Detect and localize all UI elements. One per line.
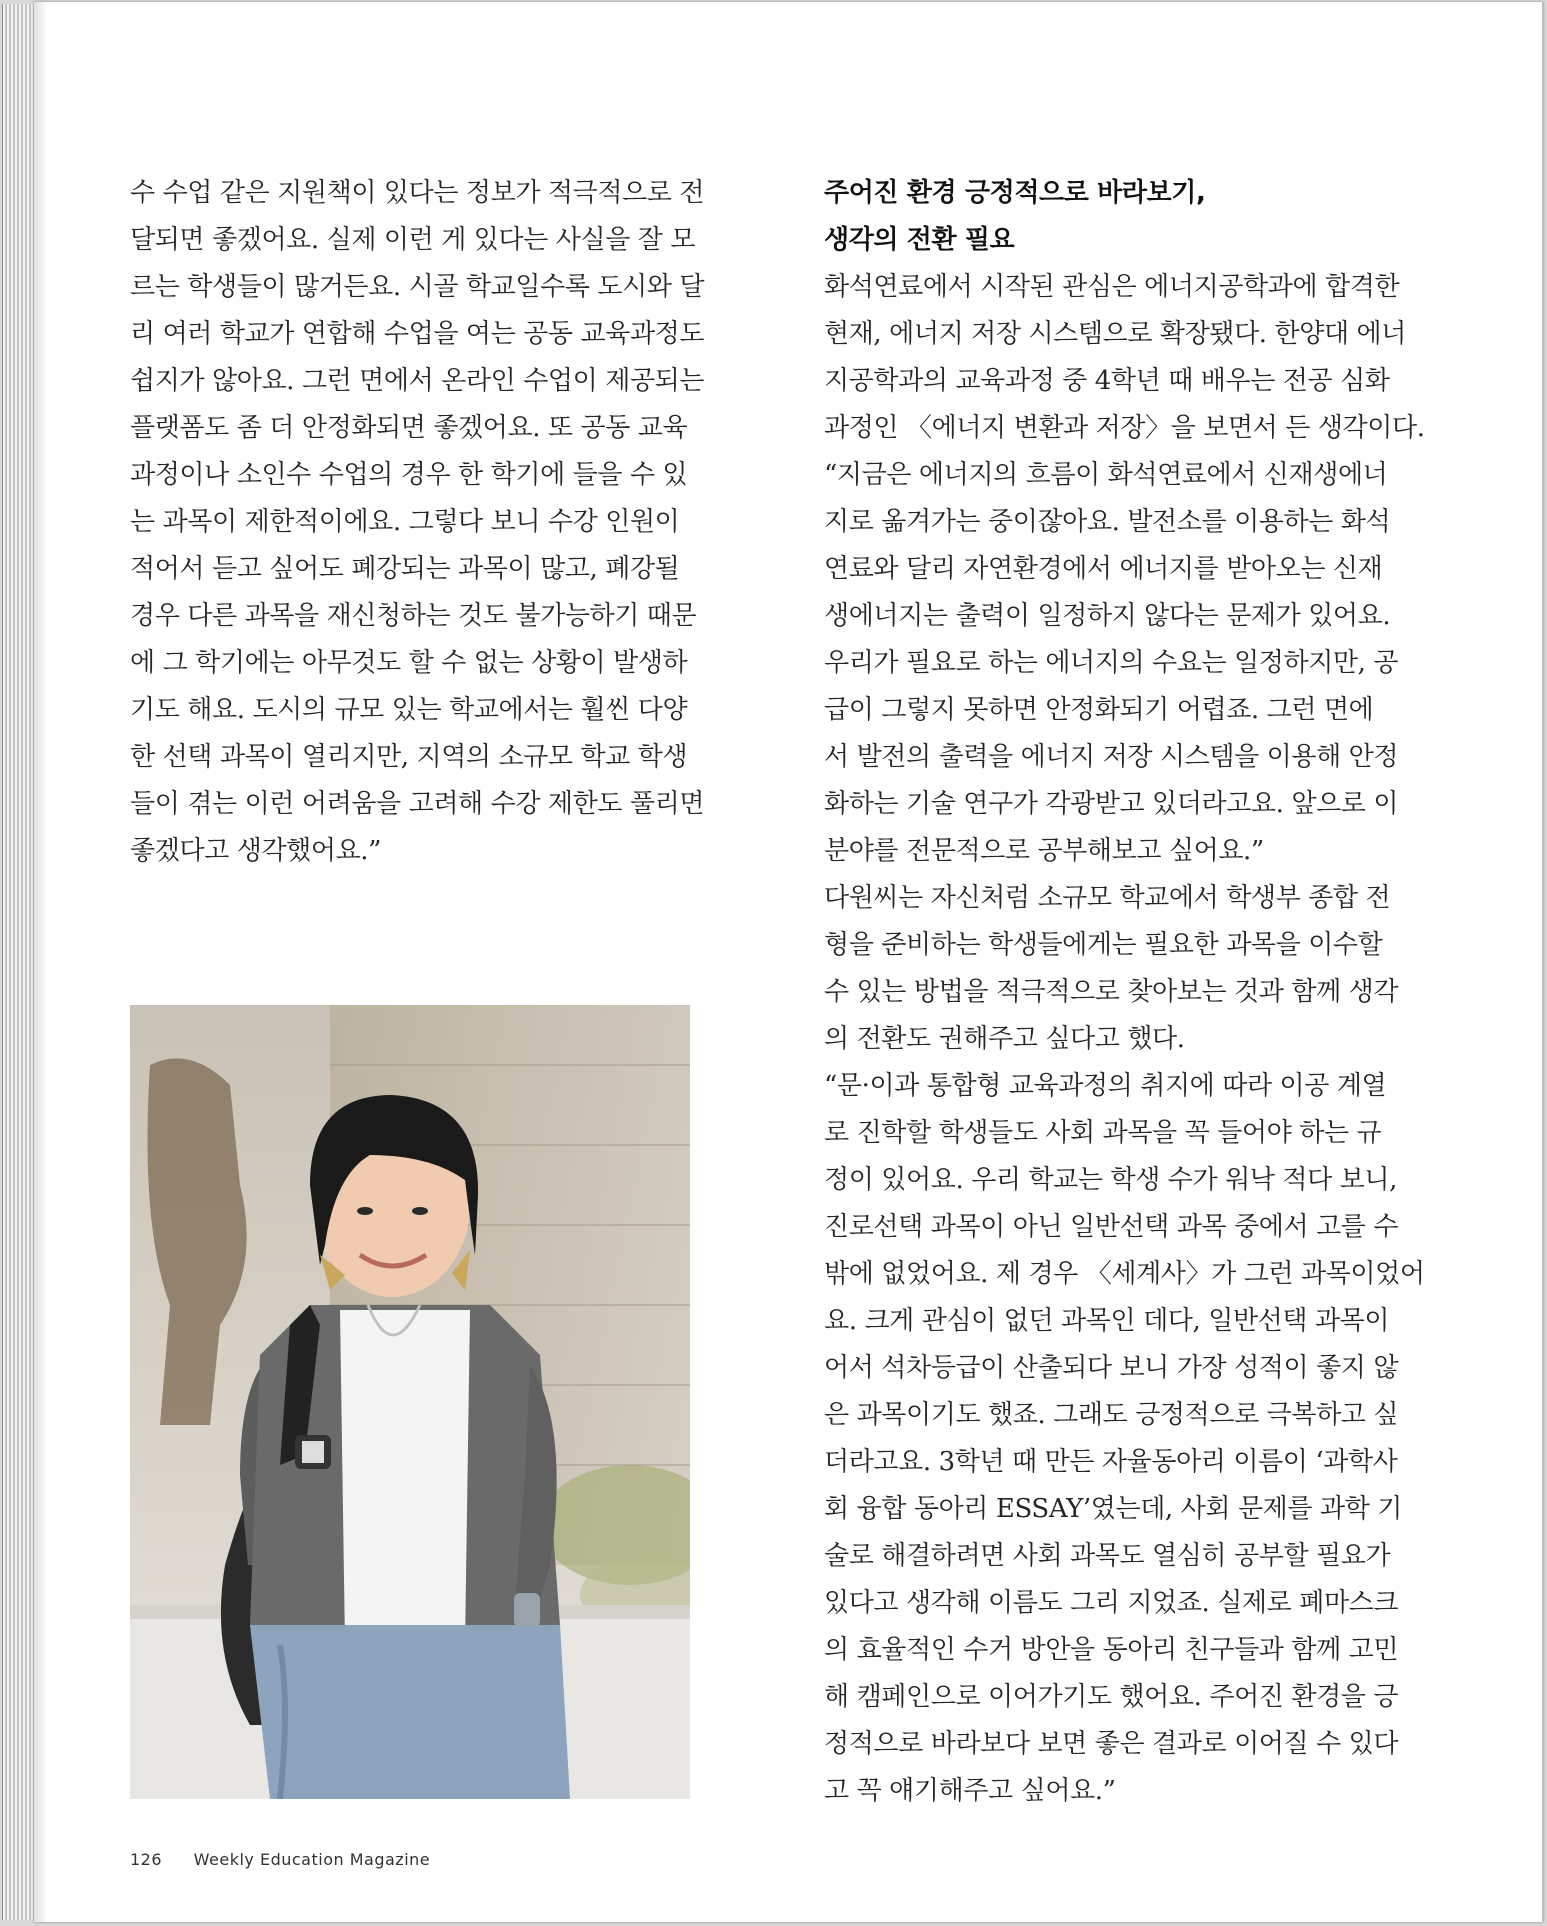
- text-line: 회 융합 동아리 ESSAY’였는데, 사회 문제를 과학 기: [824, 1494, 1402, 1524]
- text-line: 밖에 없었어요. 제 경우 〈세계사〉가 그런 과목이었어: [824, 1259, 1425, 1289]
- text-line: 다원씨는 자신처럼 소규모 학교에서 학생부 종합 전: [824, 883, 1391, 913]
- text-line: 의 효율적인 수거 방안을 동아리 친구들과 함께 고민: [824, 1635, 1399, 1665]
- left-column: [130, 170, 705, 875]
- right-column: [824, 170, 1425, 1815]
- text-line: 어서 석차등급이 산출되다 보니 가장 성적이 좋지 않: [824, 1353, 1399, 1383]
- body-paragraph: [824, 452, 1422, 875]
- text-line: 있다고 생각해 이름도 그리 지었죠. 실제로 폐마스크: [824, 1588, 1399, 1618]
- text-line: 는 과목이 제한적이에요. 그렇다 보니 수강 인원이: [130, 507, 680, 537]
- body-paragraph: [824, 1063, 1425, 1815]
- text-line: 과정이나 소인수 수업의 경우 한 학기에 들을 수 있: [130, 460, 688, 490]
- text-line: 생에너지는 출력이 일정하지 않다는 문제가 있어요.: [824, 601, 1391, 631]
- text-line: 좋겠다고 생각했어요.”: [130, 836, 382, 866]
- text-line: 화석연료에서 시작된 관심은 에너지공학과에 합격한: [824, 272, 1400, 302]
- text-line: 과정인 〈에너지 변환과 저장〉을 보면서 든 생각이다.: [824, 413, 1425, 443]
- text-line: 요. 크게 관심이 없던 과목인 데다, 일반선택 과목이: [824, 1306, 1390, 1336]
- text-line: 고 꼭 얘기해주고 싶어요.”: [824, 1776, 1116, 1806]
- section-heading: [824, 170, 1422, 264]
- text-line: 경우 다른 과목을 재신청하는 것도 불가능하기 때문: [130, 601, 697, 631]
- text-line: 은 과목이기도 했죠. 그래도 긍정적으로 극복하고 싶: [824, 1400, 1399, 1430]
- magazine-name: Weekly Education Magazine: [193, 1850, 431, 1869]
- text-line: 연료와 달리 자연환경에서 에너지를 받아오는 신재: [824, 554, 1383, 584]
- text-line: 리 여러 학교가 연합해 수업을 여는 공동 교육과정도: [130, 319, 705, 349]
- text-line: 형을 준비하는 학생들에게는 필요한 과목을 이수할: [824, 930, 1383, 960]
- text-line: 르는 학생들이 많거든요. 시골 학교일수록 도시와 달: [130, 272, 705, 302]
- body-paragraph: [824, 264, 1425, 452]
- text-line: 의 전환도 권해주고 싶다고 했다.: [824, 1024, 1185, 1054]
- text-line: 적어서 듣고 싶어도 폐강되는 과목이 많고, 폐강될: [130, 554, 680, 584]
- text-line: 우리가 필요로 하는 에너지의 수요는 일정하지만, 공: [824, 648, 1399, 678]
- text-line: 해 캠페인으로 이어가기도 했어요. 주어진 환경을 긍: [824, 1682, 1399, 1712]
- text-line: 쉽지가 않아요. 그런 면에서 온라인 수업이 제공되는: [130, 366, 705, 396]
- section-heading-line-2: 생각의 전환 필요: [824, 225, 1015, 255]
- text-line: 현재, 에너지 저장 시스템으로 확장됐다. 한양대 에너: [824, 319, 1406, 349]
- text-line: 지공학과의 교육과정 중 4학년 때 배우는 전공 심화: [824, 366, 1390, 396]
- text-line: 술로 해결하려면 사회 과목도 열심히 공부할 필요가: [824, 1541, 1391, 1571]
- text-line: 플랫폼도 좀 더 안정화되면 좋겠어요. 또 공동 교육: [130, 413, 688, 443]
- section-heading-line-1: 주어진 환경 긍정적으로 바라보기,: [824, 178, 1206, 208]
- right-column-body: [824, 264, 1425, 1815]
- text-line: 정이 있어요. 우리 학교는 학생 수가 워낙 적다 보니,: [824, 1165, 1397, 1195]
- text-line: 분야를 전문적으로 공부해보고 싶어요.”: [824, 836, 1264, 866]
- text-line: 들이 겪는 이런 어려움을 고려해 수강 제한도 풀리면: [130, 789, 705, 819]
- text-line: “지금은 에너지의 흐름이 화석연료에서 신재생에너: [824, 460, 1388, 490]
- text-line: 달되면 좋겠어요. 실제 이런 게 있다는 사실을 잘 모: [130, 225, 696, 255]
- text-line: 화하는 기술 연구가 각광받고 있더라고요. 앞으로 이: [824, 789, 1399, 819]
- text-line: 한 선택 과목이 열리지만, 지역의 소규모 학교 학생: [130, 742, 688, 772]
- text-line: 기도 해요. 도시의 규모 있는 학교에서는 훨씬 다양: [130, 695, 688, 725]
- text-line: 서 발전의 출력을 에너지 저장 시스템을 이용해 안정: [824, 742, 1399, 772]
- text-line: 수 수업 같은 지원책이 있다는 정보가 적극적으로 전: [130, 178, 705, 208]
- text-line: 진로선택 과목이 아닌 일반선택 과목 중에서 고를 수: [824, 1212, 1399, 1242]
- body-paragraph: [824, 875, 1422, 1063]
- text-line: 에 그 학기에는 아무것도 할 수 없는 상황이 발생하: [130, 648, 688, 678]
- student-portrait-photo: [130, 1005, 690, 1799]
- text-line: 더라고요. 3학년 때 만든 자율동아리 이름이 ‘과학사: [824, 1447, 1398, 1477]
- magazine-page: [34, 2, 1543, 1922]
- text-line: 수 있는 방법을 적극적으로 찾아보는 것과 함께 생각: [824, 977, 1399, 1007]
- text-line: 정적으로 바라보다 보면 좋은 결과로 이어질 수 있다: [824, 1729, 1399, 1759]
- text-line: 지로 옮겨가는 중이잖아요. 발전소를 이용하는 화석: [824, 507, 1391, 537]
- text-line: “문·이과 통합형 교육과정의 취지에 따라 이공 계열: [824, 1071, 1387, 1101]
- text-line: 급이 그렇지 못하면 안정화되기 어렵죠. 그런 면에: [824, 695, 1374, 725]
- text-line: 로 진학할 학생들도 사회 과목을 꼭 들어야 하는 규: [824, 1118, 1382, 1148]
- page-footer: [130, 1850, 456, 1869]
- left-column-paragraph: [130, 170, 705, 875]
- page-number: 126: [130, 1850, 163, 1869]
